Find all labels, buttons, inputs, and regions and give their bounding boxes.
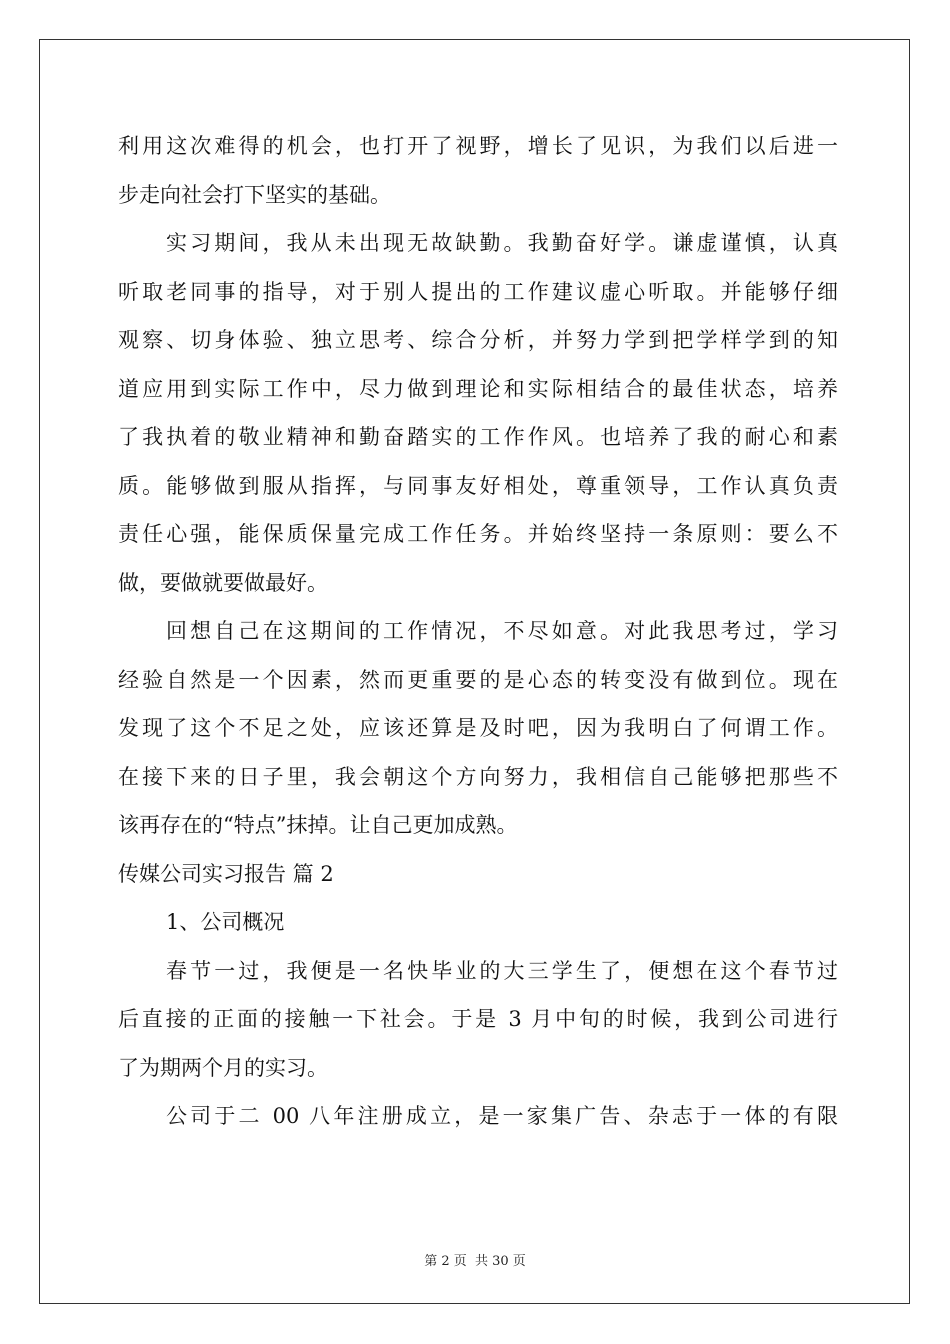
page-number: 第 2 页 [424, 1254, 467, 1269]
page-footer [0, 1250, 950, 1269]
subsection-heading: 1、公司概况 [166, 910, 285, 934]
paragraph-line: 质。能够做到服从指挥，与同事友好相处，尊重领导，工作认真负责 [118, 473, 838, 498]
paragraph-line: 了我执着的敬业精神和勤奋踏实的工作作风。也培养了我的耐心和素 [118, 425, 838, 449]
paragraph-line: 后直接的正面的接触一下社会。于是 3 月中旬的时候，我到公司进行 [118, 1007, 838, 1031]
paragraph-line: 利用这次难得的机会，也打开了视野，增长了见识，为我们以后进一 [118, 134, 838, 158]
paragraph-line: 步走向社会打下坚实的基础。 [118, 182, 391, 207]
paragraph-line: 责任心强，能保质保量完成工作任务。并始终坚持一条原则：要么不 [118, 522, 838, 546]
paragraph-line: 发现了这个不足之处，应该还算是及时吧，因为我明白了何谓工作。 [118, 716, 838, 740]
paragraph-line: 经验自然是一个因素，然而更重要的是心态的转变没有做到位。现在 [118, 667, 838, 692]
paragraph-line: 该再存在的“特点”抹掉。让自己更加成熟。 [118, 813, 518, 837]
paragraph-line: 回想自己在这期间的工作情况，不尽如意。对此我思考过，学习 [166, 619, 838, 643]
paragraph-line: 观察、切身体验、独立思考、综合分析，并努力学到把学样学到的知 [118, 328, 838, 352]
paragraph-line: 了为期两个月的实习。 [118, 1055, 328, 1080]
section-heading: 传媒公司实习报告 篇 2 [118, 861, 334, 886]
paragraph-line: 公司于二 00 八年注册成立，是一家集广告、杂志于一体的有限 [166, 1104, 838, 1128]
page-total: 共 30 页 [474, 1254, 526, 1269]
paragraph-line: 在接下来的日子里，我会朝这个方向努力，我相信自己能够把那些不 [118, 764, 838, 789]
paragraph-line: 做，要做就要做最好。 [118, 570, 328, 595]
document-body [118, 122, 838, 1141]
paragraph-line: 实习期间，我从未出现无故缺勤。我勤奋好学。谦虚谨慎，认真 [166, 231, 838, 255]
paragraph-line: 听取老同事的指导，对于别人提出的工作建议虚心听取。并能够仔细 [118, 279, 838, 304]
paragraph-line: 道应用到实际工作中，尽力做到理论和实际相结合的最佳状态，培养 [118, 376, 838, 401]
paragraph-line: 春节一过，我便是一名快毕业的大三学生了，便想在这个春节过 [166, 958, 838, 983]
